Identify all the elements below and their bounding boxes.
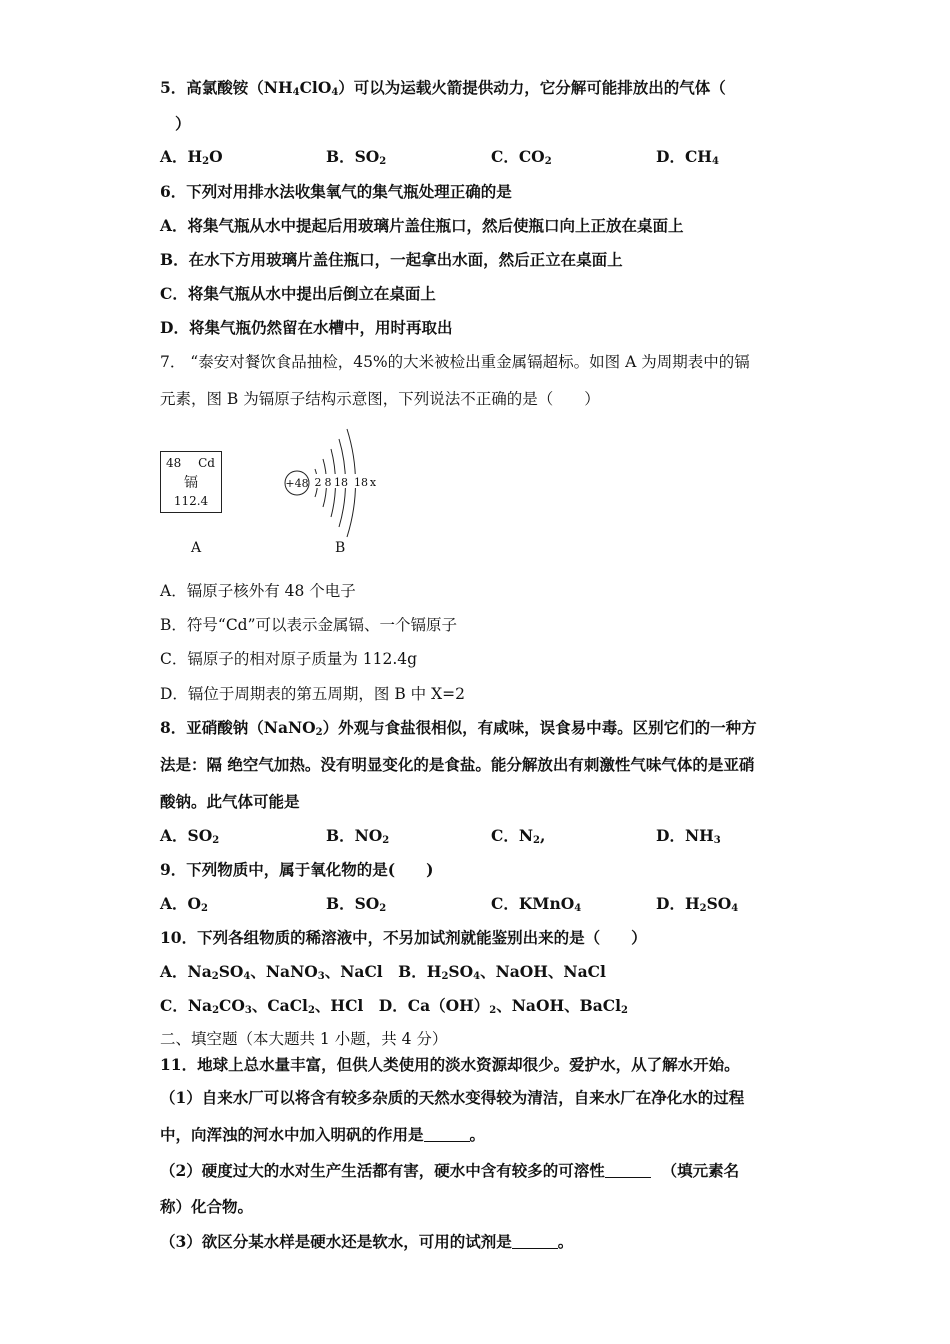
q7-option-c[interactable]: C．镉原子的相对原子质量为 112.4g bbox=[160, 650, 418, 668]
shell-4-electrons: 18 bbox=[354, 476, 368, 489]
element-name: 镉 bbox=[184, 475, 198, 491]
section-heading: 二、填空题（本大题共 1 小题，共 4 分） bbox=[160, 1030, 448, 1048]
atomic-mass: 112.4 bbox=[173, 494, 209, 508]
shell-2-electrons: 8 bbox=[324, 476, 332, 489]
q11-part3: （3）欲区分某水样是硬水还是软水，可用的试剂是 。 bbox=[160, 1232, 574, 1251]
q6-option-d[interactable]: D．将集气瓶仍然留在水槽中，用时再取出 bbox=[160, 318, 453, 337]
answer-blank-1[interactable] bbox=[424, 1127, 470, 1142]
q7-option-a[interactable]: A．镉原子核外有 48 个电子 bbox=[160, 582, 356, 600]
q8-option-b[interactable]: B．$NO_2$ bbox=[326, 826, 390, 846]
q11-part1-line1: （1）自来水厂可以将含有较多杂质的天然水变得较为清洁，自来水厂在净化水的过程 bbox=[160, 1088, 745, 1107]
q7-stem-line2: 元素，图 B 为镉原子结构示意图，下列说法不正确的是（ ） bbox=[160, 390, 600, 408]
q8-option-d[interactable]: D．$NH_3$ bbox=[656, 826, 721, 846]
q5-stem: 5．高氯酸铵$(NH_4ClO_4)$可以为运载火箭提供动力，它分解可能排放出的气体（ bbox=[160, 78, 726, 98]
q5-option-c[interactable]: C．$CO_2$ bbox=[491, 147, 552, 167]
q8-option-c[interactable]: C．$N_2$, bbox=[491, 826, 546, 846]
figure-b-caption: B bbox=[335, 540, 346, 556]
q9-stem: 9．下列物质中，属于氧化物的是( ) bbox=[160, 860, 434, 879]
q11-stem: 11．地球上总水量丰富，但供人类使用的淡水资源却很少。爱护水，从了解水开始。 bbox=[160, 1055, 740, 1074]
shell-3-electrons: 18 bbox=[334, 476, 348, 489]
q5-option-b[interactable]: B．$SO_2$ bbox=[326, 147, 387, 167]
nucleus-charge: +48 bbox=[285, 477, 309, 490]
shell-5-electrons: x bbox=[369, 476, 377, 489]
q8-stem-line1: 8．亚硝酸钠（NaNO$_2$）外观与食盐很相似，有咸味，误食易中毒。区别它们的一种方 bbox=[160, 718, 757, 738]
q10-options-ab[interactable]: A．$Na_2SO_4$、NaNO$_3$、NaCl B．$H_2SO_4$、NaOH、NaCl bbox=[160, 962, 606, 982]
q7-option-d[interactable]: D．镉位于周期表的第五周期，图 B 中 X=2 bbox=[160, 685, 465, 703]
element-symbol: Cd bbox=[198, 456, 215, 470]
q11-part2-line1: （2）硬度过大的水对生产生活都有害，硬水中含有较多的可溶性 （填元素名 bbox=[160, 1161, 740, 1180]
q5-stem-close: ） bbox=[175, 114, 191, 133]
q10-stem: 10．下列各组物质的稀溶液中，不另加试剂就能鉴别出来的是（ ） bbox=[160, 928, 647, 947]
cadmium-periodic-cell bbox=[160, 451, 222, 513]
q6-stem: 6．下列对用排水法收集氧气的集气瓶处理正确的是 bbox=[160, 182, 512, 201]
q11-part2-line2: 称）化合物。 bbox=[160, 1197, 254, 1216]
atomic-number: 48 bbox=[166, 456, 182, 470]
q6-option-c[interactable]: C．将集气瓶从水中提出后倒立在桌面上 bbox=[160, 284, 436, 303]
q9-option-b[interactable]: B．$SO_2$ bbox=[326, 894, 387, 914]
q6-option-a[interactable]: A．将集气瓶从水中提起后用玻璃片盖住瓶口，然后使瓶口向上正放在桌面上 bbox=[160, 216, 684, 235]
q9-option-a[interactable]: A．$O_2$ bbox=[160, 894, 208, 914]
cadmium-atom-structure-diagram bbox=[280, 418, 390, 538]
q10-options-cd[interactable]: C．$Na_2CO_3$、CaCl$_2$、HCl D．$Ca(OH)_2$、NaOH、BaCl$_2$ bbox=[160, 996, 628, 1016]
figure-a-caption: A bbox=[191, 540, 202, 556]
q7-stem-line1: 7． “泰安对餐饮食品抽检，45%的大米被检出重金属镉超标。如图 A 为周期表中的镉 bbox=[160, 353, 750, 371]
q8-stem-line2: 法是：隔 绝空气加热。没有明显变化的是食盐。能分解放出有刺激性气味气体的是亚硝 bbox=[160, 755, 755, 774]
q7-option-b[interactable]: B．符号“Cd”可以表示金属镉、一个镉原子 bbox=[160, 616, 458, 634]
q8-stem-line3: 酸钠。此气体可能是 bbox=[160, 792, 300, 811]
q6-option-b[interactable]: B．在水下方用玻璃片盖住瓶口，一起拿出水面，然后正立在桌面上 bbox=[160, 250, 623, 269]
answer-blank-2[interactable] bbox=[605, 1163, 651, 1178]
q11-part1-line2: 中，向浑浊的河水中加入明矾的作用是 。 bbox=[160, 1125, 486, 1144]
q5-option-d[interactable]: D．$CH_4$ bbox=[656, 147, 719, 167]
q8-option-a[interactable]: A．$SO_2$ bbox=[160, 826, 220, 846]
q5-option-a[interactable]: A．$H_2O$ bbox=[160, 147, 223, 167]
answer-blank-3[interactable] bbox=[512, 1234, 558, 1249]
q9-option-c[interactable]: C．KMnO$_4$ bbox=[491, 894, 582, 914]
q9-option-d[interactable]: D．$H_2SO_4$ bbox=[656, 894, 739, 914]
shell-1-electrons: 2 bbox=[314, 476, 322, 489]
